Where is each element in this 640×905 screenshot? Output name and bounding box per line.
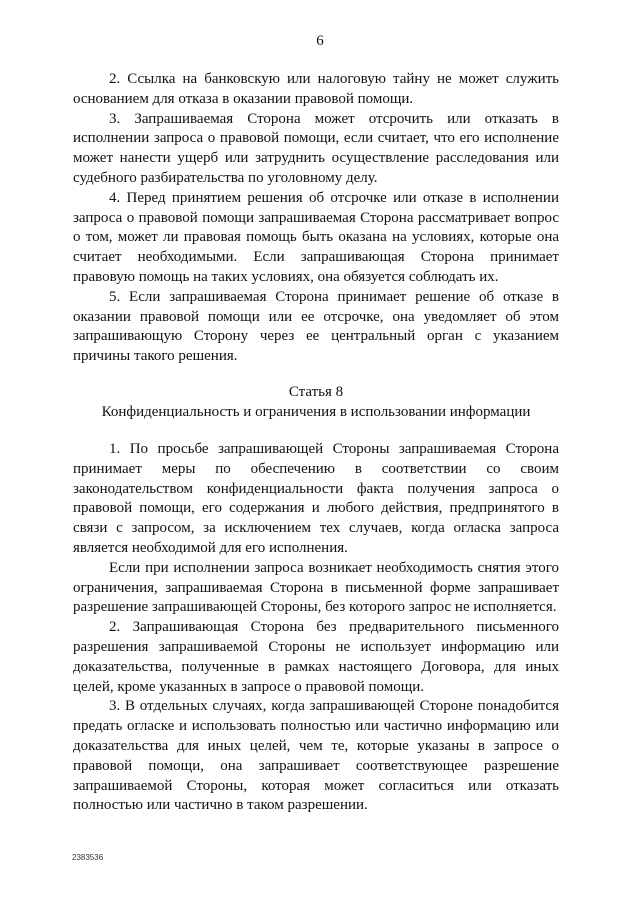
paragraph: 4. Перед принятием решения об отсрочке или отказе в исполнении запроса о правовой помощи запрашиваемая Сторона рассматривает вопрос о том, может ли правовая помощь быть оказана на условиях, которые она считает необходимыми. Если запрашивающая Сторона принимает правовую помощь на таких условиях, она обязуется соблюдать их. bbox=[73, 189, 559, 285]
paragraph: 3. В отдельных случаях, когда запрашивающей Стороне понадобится предать огласке и использовать полностью или частично информацию или доказательства для иных целей, чем те, которые указаны в запросе о правовой помощи, она запрашивает соответствующее разрешение запрашиваемой Стороны, которая может согласиться или отказать полностью или частично в таком разрешении. bbox=[73, 698, 559, 814]
paragraph: Если при исполнении запроса возникает необходимость снятия этого ограничения, запрашиваемая Сторона в письменной форме запрашивает разрешение запрашивающей Стороны, без которого запрос не исполняется. bbox=[73, 559, 559, 616]
article-number: Статья 8 bbox=[288, 384, 344, 400]
document-id: 2383536 bbox=[72, 853, 104, 862]
paragraph: 2. Ссылка на банковскую или налоговую тайну не может служить основанием для отказа в оказании правовой помощи. bbox=[73, 71, 559, 107]
paragraph: 2. Запрашивающая Сторона без предварительного письменного разрешения запрашиваемой Стороны не использует информацию или доказательства, полученные в рамках настоящего Договора, для иных целей, кроме указанных в запросе о правовой помощи. bbox=[73, 619, 559, 695]
page-number: 6 bbox=[316, 33, 324, 49]
section-top bbox=[73, 70, 559, 367]
article-heading bbox=[73, 383, 559, 423]
section-bottom bbox=[73, 440, 559, 816]
article-title: Конфиденциальность и ограничения в использовании информации bbox=[101, 403, 531, 420]
paragraph: 3. Запрашиваемая Сторона может отсрочить или отказать в исполнении запроса о правовой помощи, если считает, что его исполнение может нанести ущерб или затруднить осуществление расследования или судебного разбирательства по уголовному делу. bbox=[73, 110, 559, 186]
paragraph: 5. Если запрашиваемая Сторона принимает решение об отказе в оказании правовой помощи или ее отсрочке, она уведомляет об этом запрашивающую Сторону через ее центральный орган с указанием причины такого решения. bbox=[73, 288, 559, 365]
paragraph: 1. По просьбе запрашивающей Стороны запрашиваемая Сторона принимает меры по обеспечению в соответствии со своим законодательством конфиденциальности факта получения запроса о правовой помощи, его содержания и любого действия, предпринятого в связи с запросом, за исключением тех случаев, когда огласка запроса является необходимой для его исполнения. bbox=[73, 441, 559, 556]
